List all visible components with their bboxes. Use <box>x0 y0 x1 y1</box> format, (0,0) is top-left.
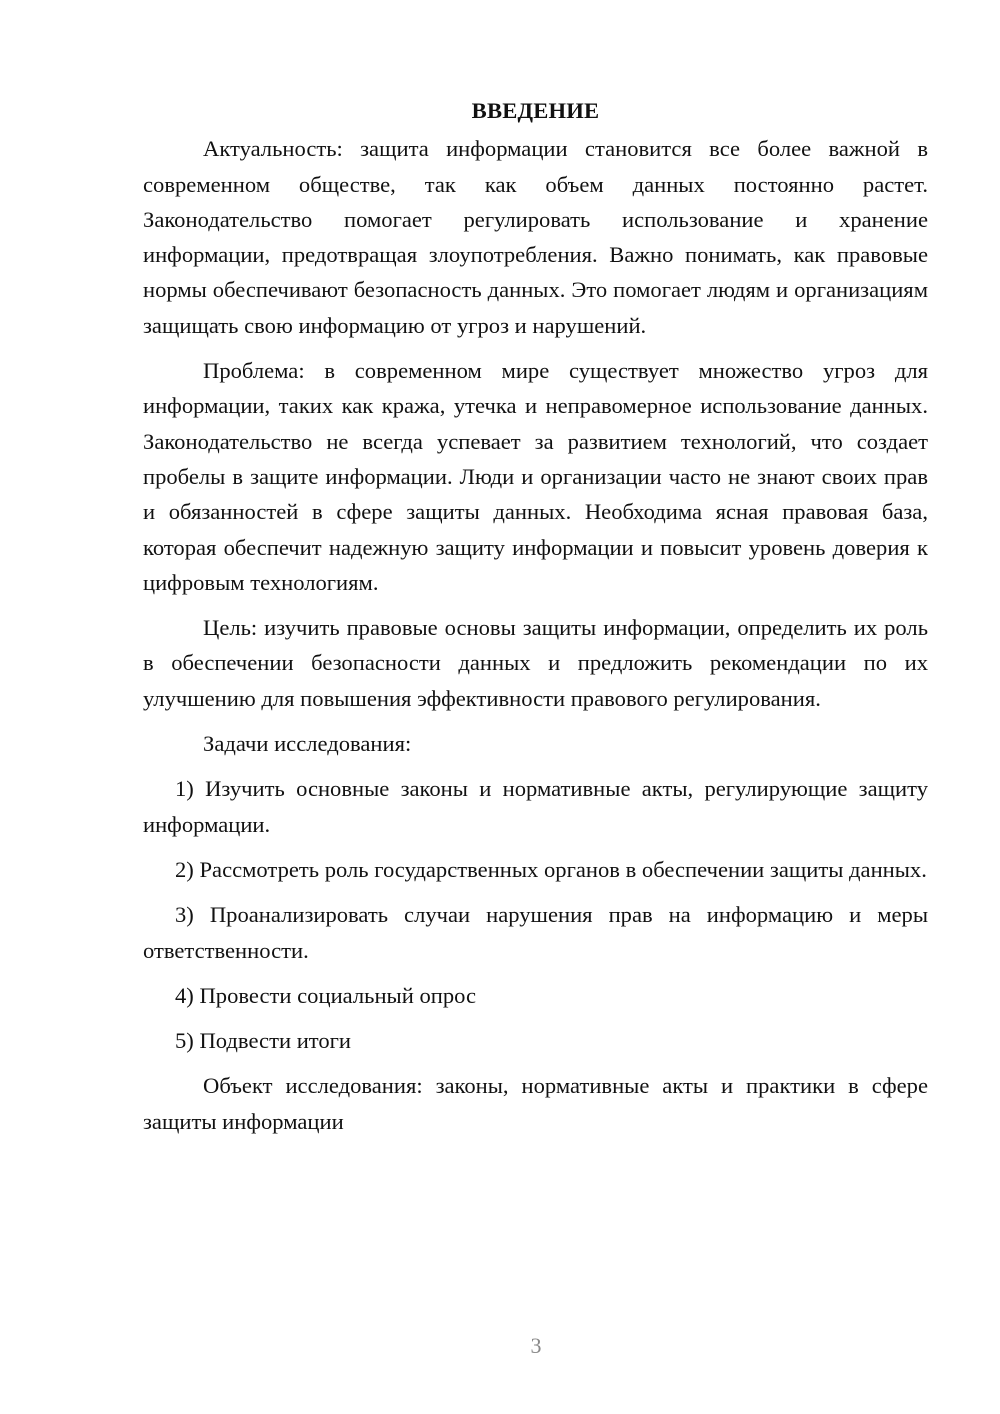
goal-paragraph: Цель: изучить правовые основы защиты информации, определить их роль в обеспечении безопасности данных и предложить рекомендации по их улучшению для повышения эффективности правового регулирования. <box>143 615 928 711</box>
task-item-2: 2) Рассмотреть роль государственных органов в обеспечении защиты данных. <box>175 856 927 882</box>
section-title: ВВЕДЕНИЕ <box>471 98 600 123</box>
task-item-3: 3) Проанализировать случаи нарушения прав на информацию и меры ответственности. <box>143 902 928 963</box>
tasks-heading: Задачи исследования: <box>203 731 412 757</box>
task-item-4: 4) Провести социальный опрос <box>175 982 477 1008</box>
problem-paragraph: Проблема: в современном мире существует множество угроз для информации, таких как кража, утечка и неправомерное использование данных. Законодательство не всегда успевает за развитием технологий, что создает пробелы в защите информации. Люди и организации часто не знают своих прав и обязанностей в сфере защиты данных. Необходима ясная правовая база, которая обеспечит надежную защиту информации и повысит уровень доверия к цифровым технологиям. <box>143 358 928 595</box>
task-item-1: 1) Изучить основные законы и нормативные акты, регулирующие защиту информации. <box>143 776 928 837</box>
relevance-paragraph: Актуальность: защита информации становится все более важной в современном обществе, так как объем данных постоянно растет. Законодательство помогает регулировать использование и хранение информации, предотвращая злоупотребления. Важно понимать, как правовые нормы обеспечивают безопасность данных. Это помогает людям и организациям защищать свою информацию от угроз и нарушений. <box>143 136 928 338</box>
page-number: 3 <box>530 1333 542 1358</box>
research-object-paragraph: Объект исследования: законы, нормативные акты и практики в сфере защиты информации <box>143 1073 928 1134</box>
page-content <box>143 93 928 1149</box>
task-item-5: 5) Подвести итоги <box>175 1028 352 1054</box>
